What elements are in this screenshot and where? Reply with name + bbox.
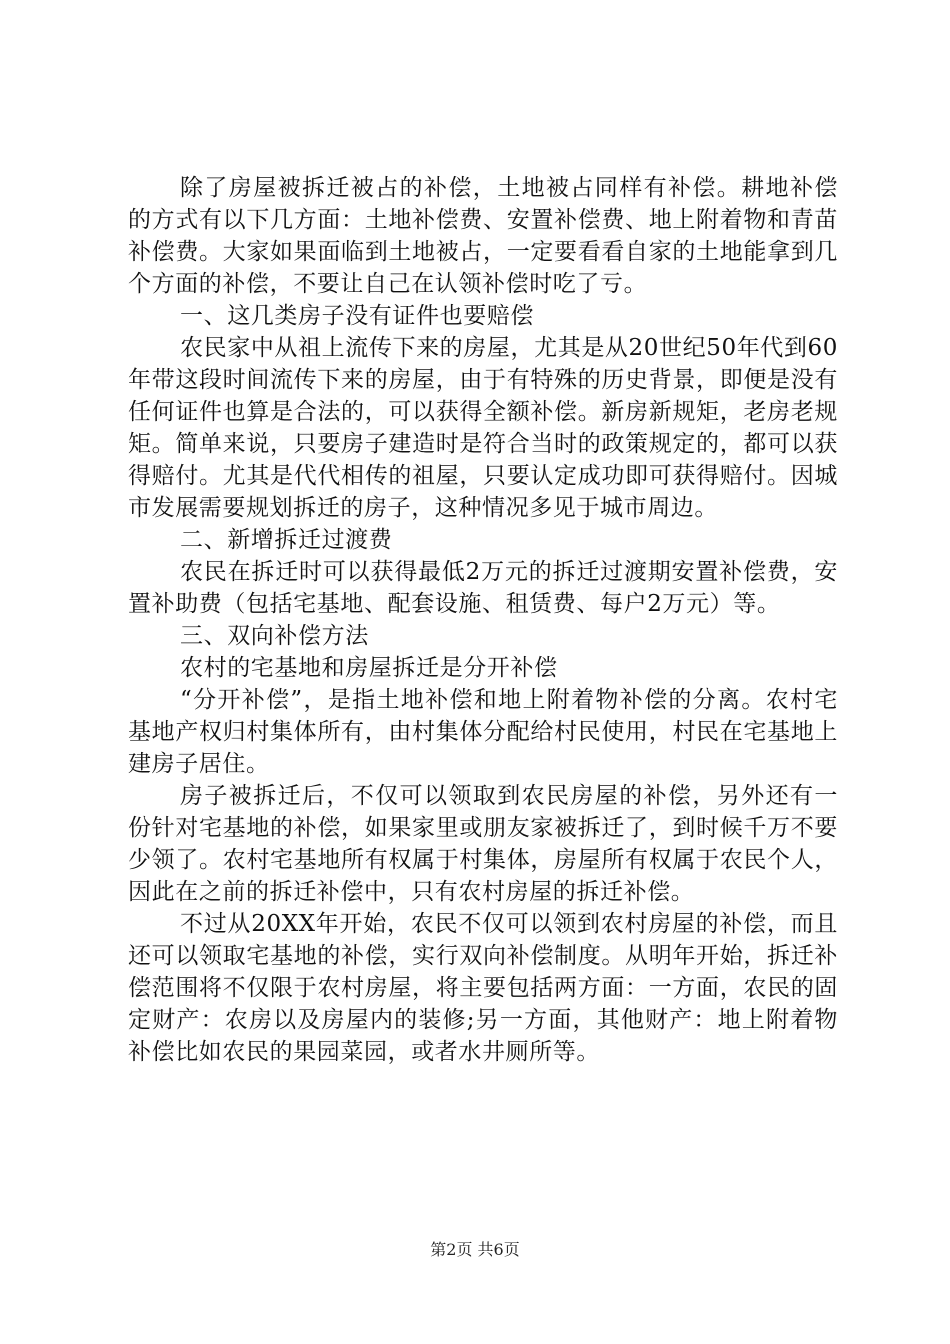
paragraph-separate-compensation: “分开补偿”，是指土地补偿和地上附着物补偿的分离。农村宅基地产权归村集体所有，由村集体分配给村民使用，村民在宅基地上建房子居住。 xyxy=(128,687,838,777)
section-heading-no-certificate: 一、这几类房子没有证件也要赔偿 xyxy=(180,303,534,329)
subheading-separate-compensation: 农村的宅基地和房屋拆迁是分开补偿 xyxy=(180,655,558,681)
paragraph-homestead-compensation: 房子被拆迁后，不仅可以领取到农民房屋的补偿，另外还有一份针对宅基地的补偿，如果家里或朋友家被拆迁了，到时候千万不要少领了。农村宅基地所有权属于村集体，房屋所有权属于农民个人，因此在之前的拆迁补偿中，只有农村房屋的拆迁补偿。 xyxy=(128,783,838,905)
paragraph-land-compensation: 除了房屋被拆迁被占的补偿，土地被占同样有补偿。耕地补偿的方式有以下几方面：土地补偿费、安置补偿费、地上附着物和青苗补偿费。大家如果面临到土地被占，一定要看看自家的土地能拿到几个方面的补偿，不要让自己在认领补偿时吃了亏。 xyxy=(128,175,838,297)
document-body xyxy=(128,172,838,1068)
section-heading-two-way-compensation: 三、双向补偿方法 xyxy=(180,623,369,649)
section-heading-transition-fee: 二、新增拆迁过渡费 xyxy=(180,527,393,553)
paragraph-transition-fee: 农民在拆迁时可以获得最低2万元的拆迁过渡期安置补偿费，安置补助费（包括宅基地、配套设施、租赁费、每户2万元）等。 xyxy=(128,559,838,617)
paragraph-ancestral-houses: 农民家中从祖上流传下来的房屋，尤其是从20世纪50年代到60年带这段时间流传下来的房屋，由于有特殊的历史背景，即便是没有任何证件也算是合法的，可以获得全额补偿。新房新规矩，老房老规矩。简单来说，只要房子建造时是符合当时的政策规定的，都可以获得赔付。尤其是代代相传的祖屋，只要认定成功即可获得赔付。因城市发展需要规划拆迁的房子，这种情况多见于城市周边。 xyxy=(128,335,838,521)
paragraph-new-policy: 不过从20XX年开始，农民不仅可以领到农村房屋的补偿，而且还可以领取宅基地的补偿，实行双向补偿制度。从明年开始，拆迁补偿范围将不仅限于农村房屋，将主要包括两方面：一方面，农民的固定财产：农房以及房屋内的装修;另一方面，其他财产：地上附着物补偿比如农民的果园菜园，或者水井厕所等。 xyxy=(128,911,838,1065)
page-footer: 第2页 共6页 xyxy=(430,1240,520,1259)
